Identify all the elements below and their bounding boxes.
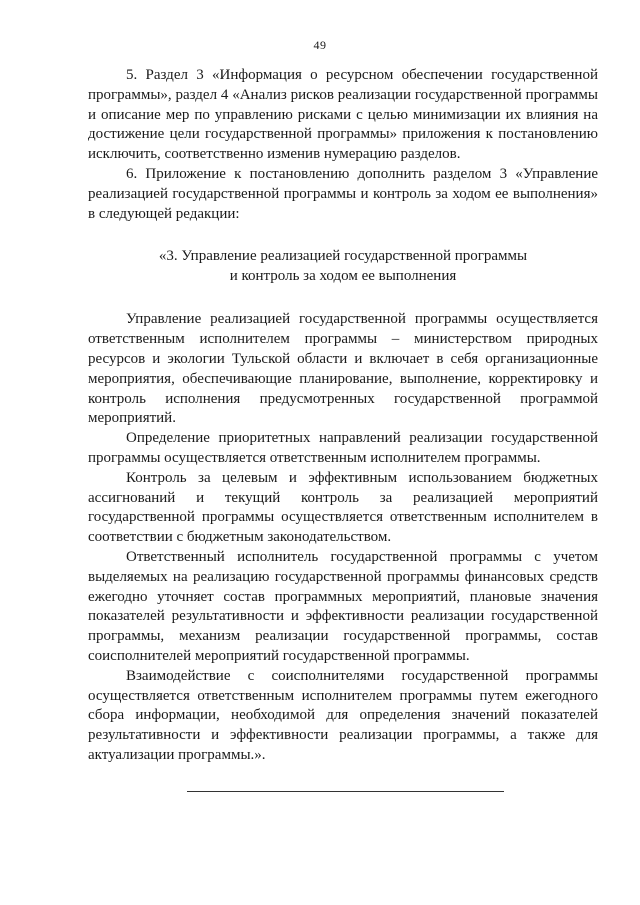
document-body (88, 66, 598, 766)
body-paragraph-management: Управление реализацией государственной программы осуществляется ответственным исполнителем программы – министерством природных ресурсов и экологии Тульской области и включает в себя организационные мероприятия, обеспечивающие планирование, выполнение, корректировку и контроль исполнения предусмотренных государственной программой мероприятий. (88, 311, 598, 427)
body-paragraph-executor: Ответственный исполнитель государственной программы с учетом выделяемых на реализацию государственной программы финансовых средств ежегодно уточняет состав программных мероприятий, плановые значения показателей результативности и эффективности реализации государственной программы, механизм реализации государственной программы, состав соисполнителей мероприятий государственной программы. (88, 548, 598, 664)
section-title (88, 246, 598, 286)
end-divider-line (187, 791, 504, 792)
section-title-line-1: «3. Управление реализацией государственной программы (158, 248, 528, 265)
paragraph-item-6: 6. Приложение к постановлению дополнить разделом 3 «Управление реализацией государственной программы и контроль за ходом ее выполнения» в следующей редакции: (88, 165, 598, 222)
paragraph-item-5: 5. Раздел 3 «Информация о ресурсном обеспечении государственной программы», раздел 4 «Анализ рисков реализации государственной программы и описание мер по управлению рисками с целью минимизации их влияния на достижение цели государственной программы» приложения к постановлению исключить, соответственно изменив нумерацию разделов. (88, 67, 598, 163)
section-title-line-2: и контроль за ходом ее выполнения (229, 268, 457, 285)
body-paragraph-interaction: Взаимодействие с соисполнителями государственной программы осуществляется ответственным исполнителем программы путем ежегодного сбора информации, необходимой для определения значений показателей результативности и эффективности реализации программы, а также для актуализации программы.». (88, 667, 598, 763)
body-paragraph-priorities: Определение приоритетных направлений реализации государственной программы осуществляется ответственным исполнителем программы. (88, 430, 598, 466)
body-paragraph-control: Контроль за целевым и эффективным использованием бюджетных ассигнований и текущий контроль за реализацией мероприятий государственной программы осуществляется ответственным исполнителем в соответствии с бюджетным законодательством. (88, 469, 598, 546)
page-number: 49 (313, 38, 327, 52)
